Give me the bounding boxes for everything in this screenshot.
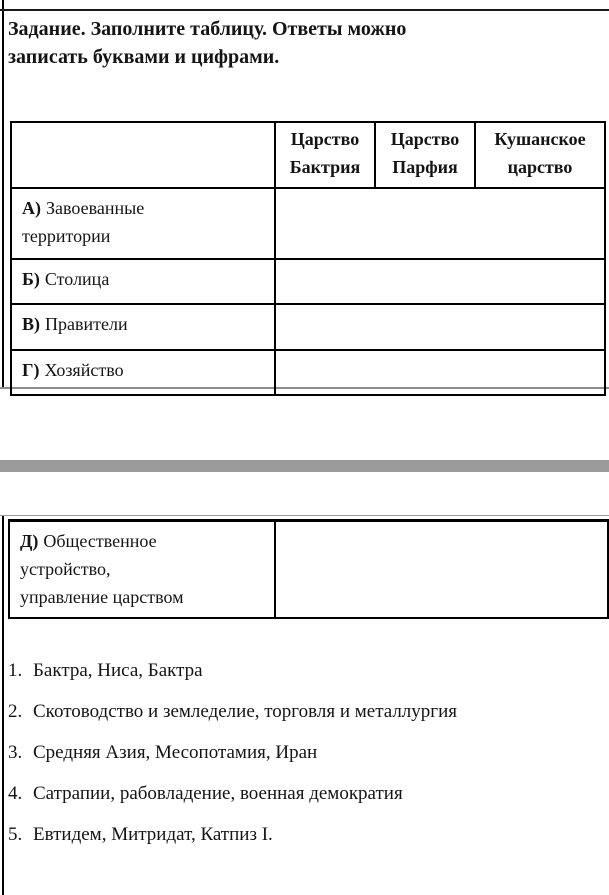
list-item-text: Бактра, Ниса, Бактра [33, 660, 203, 681]
row-letter: Б) [22, 269, 40, 289]
list-item [8, 660, 600, 681]
row-label-territories [11, 188, 275, 259]
row-label-rulers [11, 304, 275, 350]
list-item-text: Средняя Азия, Месопотамия, Иран [33, 742, 318, 763]
list-item-text: Евтидем, Митридат, Катпиз I. [33, 824, 273, 845]
row-label-text: Завоеванные территории [22, 198, 145, 246]
list-item [8, 824, 600, 845]
section-divider-bar [0, 460, 609, 472]
list-item-text: Скотоводство и земледелие, торговля и металлургия [33, 701, 457, 722]
answer-cell-economy[interactable] [275, 350, 605, 395]
table-row [9, 521, 608, 619]
row-label-text: Столица [44, 269, 110, 289]
table-row [11, 188, 605, 259]
list-item [8, 742, 600, 763]
page-left-border-bottom-section [2, 516, 4, 895]
row-letter: А) [22, 198, 41, 218]
answer-cell-social-structure[interactable] [275, 521, 608, 619]
task-title: Задание. Заполните таблицу. Ответы можно записать буквами и цифрами. [8, 18, 407, 68]
row-letter: Г) [22, 360, 40, 380]
row-label-text: Хозяйство [44, 360, 124, 380]
kingdoms-table [10, 121, 606, 396]
list-item-number: 2. [8, 701, 23, 722]
table-row [11, 304, 605, 350]
answer-options-list [8, 660, 600, 865]
section-divider-line-lower [0, 515, 609, 516]
table-row [11, 259, 605, 304]
row-letter: В) [22, 314, 40, 334]
answer-cell-territories[interactable] [275, 188, 605, 259]
column-header-parthia: Царство Парфия [375, 122, 475, 188]
list-item-number: 5. [8, 824, 23, 845]
row-label-capital [11, 259, 275, 304]
list-item [8, 783, 600, 804]
table-row [11, 350, 605, 395]
column-header-kushan: Кушанское царство [475, 122, 605, 188]
list-item-number: 1. [8, 660, 23, 681]
answer-cell-capital[interactable] [275, 259, 605, 304]
list-item-number: 3. [8, 742, 23, 763]
answer-cell-rulers[interactable] [275, 304, 605, 350]
column-header-bactria: Царство Бактрия [275, 122, 375, 188]
table-header-row [11, 122, 605, 188]
row-label-text: Общественное устройство, управление царством [20, 531, 184, 607]
row-label-social-structure [9, 521, 275, 619]
page-top-rule [0, 9, 609, 11]
kingdoms-table-continued [8, 519, 609, 619]
corner-cell [11, 122, 275, 188]
list-item [8, 701, 600, 722]
list-item-number: 4. [8, 783, 23, 804]
page-left-border-top-section [2, 0, 4, 389]
row-label-economy [11, 350, 275, 395]
row-label-text: Правители [45, 314, 128, 334]
row-letter: Д) [20, 531, 39, 551]
list-item-text: Сатрапии, рабовладение, военная демократия [33, 783, 403, 804]
